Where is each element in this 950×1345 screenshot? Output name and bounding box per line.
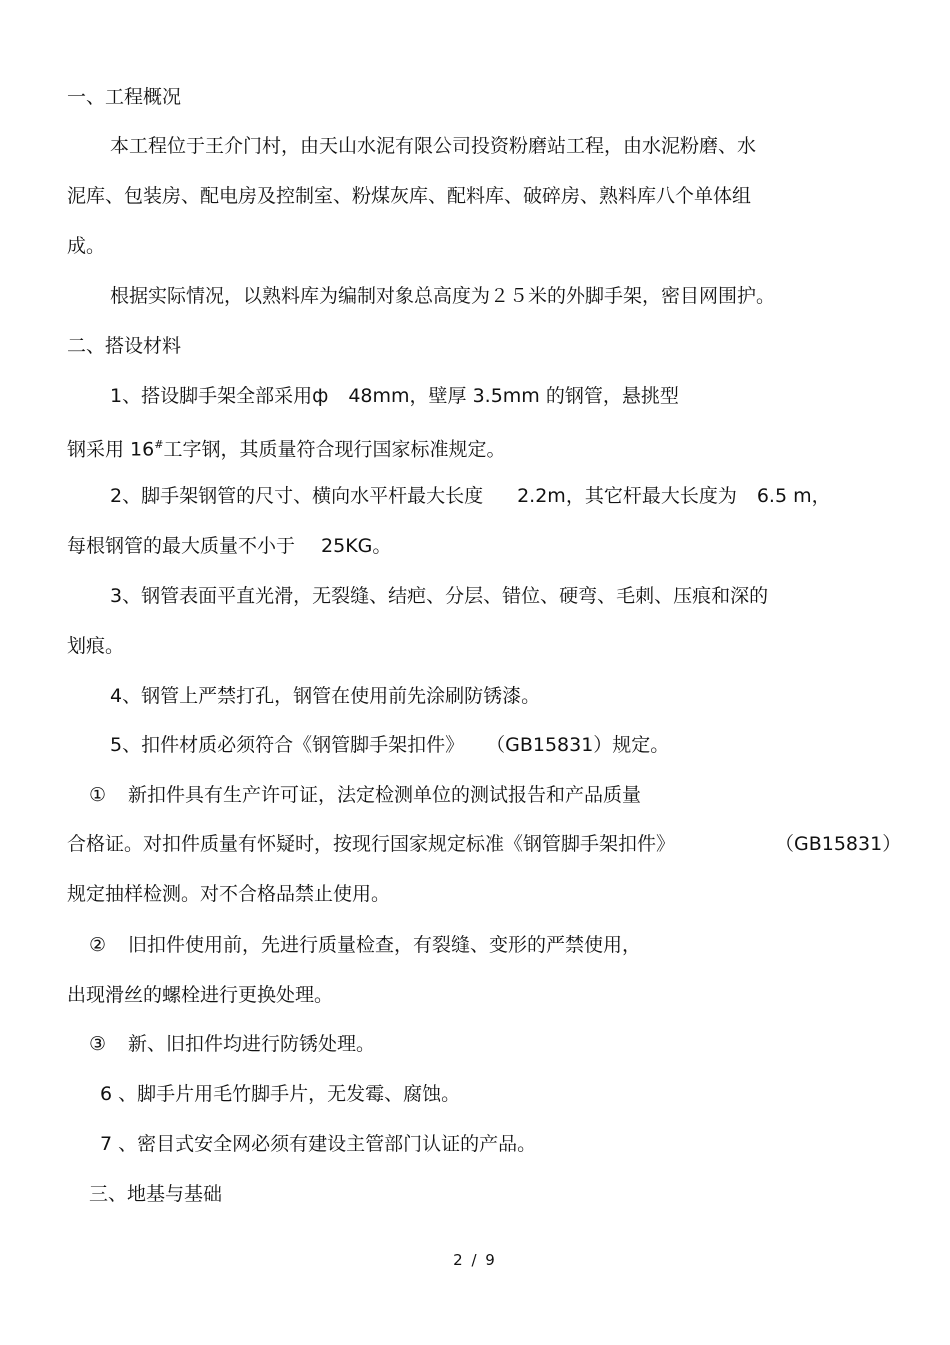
material-item-2-line-1 <box>110 484 831 508</box>
clause-1-line-3: 规定抽样检测。对不合格品禁止使用。 <box>67 883 391 905</box>
material-item-1-line-2 <box>67 433 505 461</box>
section-heading-1: 一、工程概况 <box>67 86 182 108</box>
material-item-1-part-a: 1、搭设脚手架全部采用ф <box>110 385 329 407</box>
material-item-1-line-1 <box>110 384 679 408</box>
overview-paragraph-1-line-2: 泥库、包装房、配电房及控制室、粉煤灰库、配料库、破碎房、熟料库八个单体组 <box>67 185 752 207</box>
clause-1-part-a: 新扣件具有生产许可证，法定检测单位的测试报告和产品质量 <box>128 784 642 806</box>
material-item-2-part-c: 6.5 m， <box>756 485 831 507</box>
overview-paragraph-2: 根据实际情况，以熟料库为编制对象总高度为２５米的外脚手架，密目网围护。 <box>110 285 776 307</box>
clause-1-line-2: 合格证。对扣件质量有怀疑时，按现行国家规定标准《钢管脚手架扣件》 <box>67 833 676 855</box>
material-item-2-part-e: 25KG。 <box>321 535 392 557</box>
material-item-3-line-2: 划痕。 <box>67 635 125 657</box>
material-item-6: 6 、脚手片用毛竹脚手片，无发霉、腐蚀。 <box>100 1083 461 1105</box>
overview-paragraph-1-line-1: 本工程位于王介门村，由天山水泥有限公司投资粉磨站工程，由水泥粉磨、水 <box>110 135 757 157</box>
material-item-1-superscript: # <box>154 438 164 451</box>
material-item-2-part-b: 2.2m，其它杆最大长度为 <box>517 485 737 507</box>
page-number: 2 / 9 <box>453 1251 497 1269</box>
clause-2-marker: ② <box>89 934 107 956</box>
clause-3-part-a: 新、旧扣件均进行防锈处理。 <box>128 1033 376 1055</box>
material-item-3-line-1: 3、钢管表面平直光滑，无裂缝、结疤、分层、错位、硬弯、毛刺、压痕和深的 <box>110 585 769 607</box>
section-heading-3: 三、地基与基础 <box>89 1183 223 1205</box>
material-item-5-part-b: （GB15831）规定。 <box>486 734 670 756</box>
material-item-1-part-b: 48mm，壁厚 3.5mm 的钢管，悬挑型 <box>348 385 679 407</box>
clause-3 <box>89 1032 375 1056</box>
clause-2-line-1 <box>89 933 641 957</box>
clause-1-line-1 <box>89 783 641 807</box>
material-item-7: 7 、密目式安全网必须有建设主管部门认证的产品。 <box>100 1133 537 1155</box>
material-item-1-part-d: 工字钢，其质量符合现行国家标准规定。 <box>163 438 506 461</box>
clause-2-part-a: 旧扣件使用前，先进行质量检查，有裂缝、变形的严禁使用， <box>128 934 642 956</box>
clause-1-marker: ① <box>89 784 107 806</box>
material-item-1-part-c: 钢采用 16 <box>67 438 155 461</box>
material-item-5 <box>110 733 669 757</box>
section-heading-2: 二、搭设材料 <box>67 335 182 357</box>
material-item-4: 4、钢管上严禁打孔，钢管在使用前先涂刷防锈漆。 <box>110 685 541 707</box>
material-item-2-part-a: 2、脚手架钢管的尺寸、横向水平杆最大长度 <box>110 485 484 507</box>
overview-paragraph-1-line-3: 成。 <box>67 235 106 257</box>
material-item-2-line-2 <box>67 534 391 558</box>
material-item-2-part-d: 每根钢管的最大质量不小于 <box>67 535 296 557</box>
material-item-5-part-a: 5、扣件材质必须符合《钢管脚手架扣件》 <box>110 734 465 756</box>
clause-3-marker: ③ <box>89 1033 107 1055</box>
clause-1-standard-code: （GB15831） <box>775 833 902 855</box>
clause-2-line-2: 出现滑丝的螺栓进行更换处理。 <box>67 984 334 1006</box>
